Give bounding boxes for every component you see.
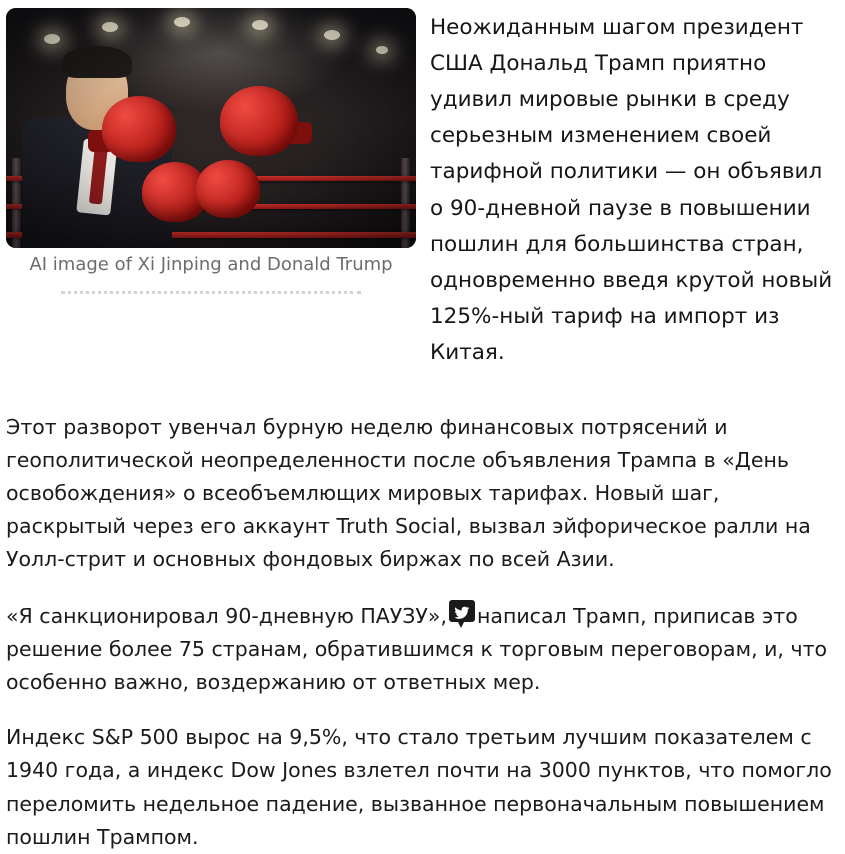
stage-light-icon <box>376 46 388 54</box>
stage-light-icon <box>324 30 340 40</box>
lead-paragraph: Неожиданным шагом президент США Дональд Трамп приятно удивил мировые рынки в среду серьезным изменением своей тарифной политики — он объявил о 90-дневной паузе в повышении пошлин для большинства стран, одновременно введя крутой новый 125%-ный тариф на импорт из Китая. <box>430 15 833 365</box>
boxing-glove-icon <box>102 96 176 162</box>
decorative-divider <box>61 291 361 294</box>
stage-light-icon <box>44 34 60 44</box>
fighter-left-hair <box>62 46 132 78</box>
figure-caption: AI image of Xi Jinping and Donald Trump <box>29 254 393 275</box>
boxing-glove-icon <box>196 160 260 218</box>
paragraph-2: Индекс S&P 500 вырос на 9,5%, что стало третьим лучшим показателем с 1940 года, а индекс Dow Jones взлетел почти на 3000 пунктов, что помогло переломить недельное падение, вызванное первоначальным повышением пошлин Трампом. <box>6 725 832 849</box>
article-body <box>6 411 839 854</box>
article-figure <box>6 8 416 294</box>
stage-light-icon <box>102 22 118 32</box>
stage-light-icon <box>252 20 268 30</box>
article-header-block <box>6 8 839 393</box>
paragraph-1: Этот разворот увенчал бурную неделю финансовых потрясений и геополитической неопределенности после объявления Трампа в «День освобождения» о всеобъемлющих мировых тарифах. Новый шаг, раскрытый через его аккаунт Truth Social, вызвал эйфорическое ралли на Уолл-стрит и основных фондовых биржах по всей Азии. <box>6 414 811 572</box>
twitter-bird-icon[interactable] <box>449 599 475 629</box>
paragraph-quote <box>6 599 839 700</box>
quote-text-after-icon: написал Трамп, приписав это решение более 75 странам, обратившимся к торговым переговорам, и, что особенно важно, воздержанию от ответных мер. <box>6 603 828 695</box>
boxing-glove-icon <box>220 86 298 156</box>
stage-light-icon <box>174 17 190 27</box>
quote-text-before-icon: «Я санкционировал 90-дневную ПАУЗУ», <box>6 603 447 628</box>
boxing-illustration-image <box>6 8 416 248</box>
